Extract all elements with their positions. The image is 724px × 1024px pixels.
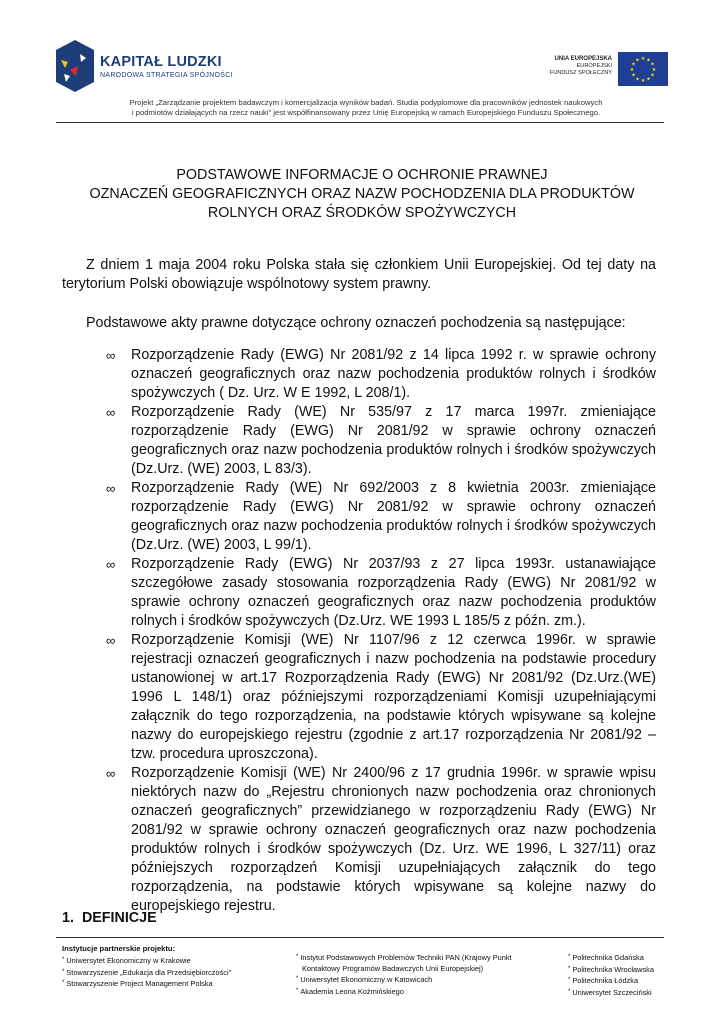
partner-name: Kontaktowy Programów Badawczych Unii Europejskiej) [302,963,484,973]
svg-text:★: ★ [635,57,640,64]
legal-act-text: Rozporządzenie Rady (EWG) Nr 2037/93 z 27 lipca 1993r. ustanawiające szczegółowe zasady stosowania rozporządzenia Rady (EWG) Nr 2081/92 w sprawie ochrony oznaczeń geograficznych oraz nazw pochodzenia produktów rolnych i środków spożywczych (Dz.Urz. WE 1993 L 185/5 z późn. zm.). [131,556,656,629]
svg-text:★: ★ [635,76,640,83]
partner-item [296,986,512,998]
logo-subtitle: NARODOWA STRATEGIA SPÓJNOŚCI [100,72,233,79]
partner-item [296,952,512,964]
asterisk-icon: * [568,965,571,972]
legal-act-text: Rozporządzenie Rady (EWG) Nr 2081/92 z 14 lipca 1992 r. w sprawie ochrony oznaczeń geograficznych oraz nazw pochodzenia produktów rolnych i środków spożywczych ( Dz. Urz. W E 1992, L 208/1). [131,347,656,401]
partner-name: Stowarzyszenie „Edukacja dla Przedsiębiorczości” [66,967,232,977]
partner-item [568,952,654,964]
svg-text:★: ★ [650,61,655,68]
partner-name: Politechnika Łódzka [572,976,639,985]
logo-title: KAPITAŁ LUDZKI [100,54,222,70]
asterisk-icon: * [296,987,299,994]
title-line1: PODSTAWOWE INFORMACJE O OCHRONIE PRAWNEJ [176,167,548,183]
eu-label-line1: UNIA EUROPEJSKA [554,56,612,62]
footer-divider [56,937,664,938]
partners-column-2 [296,952,512,997]
section-number: 1. [62,910,74,926]
partner-name: Uniwersytet Ekonomiczny w Krakowie [66,956,191,965]
partner-item [296,974,512,986]
partner-name: Politechnika Wrocławska [572,964,654,974]
legal-act-item [106,479,656,555]
project-note-line1: Projekt „Zarządzanie projektem badawczym i komercjalizacja wyników badań. Studia podyplomowe dla pracowników jednostek naukowych [129,98,603,107]
legal-act-item [106,631,656,764]
svg-text:★: ★ [651,67,657,73]
legal-act-item [106,346,656,403]
section-title: DEFINICJE [81,910,157,926]
asterisk-icon: * [296,976,299,982]
infinity-bullet-icon: ∞ [106,405,116,420]
project-note [106,98,626,118]
title-line2: OZNACZEŃ GEOGRAFICZNYCH ORAZ NAZW POCHODZENIA DLA PRODUKTÓW [89,186,635,202]
asterisk-icon: * [568,977,571,983]
eu-label-line3: FUNDUSZ SPOŁECZNY [549,70,612,76]
legal-act-item [106,555,656,631]
svg-text:★: ★ [640,56,646,62]
svg-text:★: ★ [646,76,651,83]
partner-item [568,975,654,987]
infinity-bullet-icon: ∞ [106,557,116,572]
eu-logo [548,52,668,88]
infinity-bullet-icon: ∞ [106,633,116,648]
legal-act-text: Rozporządzenie Komisji (WE) Nr 1107/96 z 12 czerwca 1996r. w sprawie rejestracji oznaczeń geograficznych i nazw pochodzenia na podstawie procedury ustanowionej w art.17 Rozporządzenia Rady (EWG) Nr 2081/92 (Dz.Urz.(WE) 1996 L 148/1) oraz późniejszymi rozporządzeniami Komisji uzupełniającymi załącznik do tego rozporządzenia, na podstawie których wpisywane są kolejne nazwy do europejskiego rejestru (zgodnie z art.17 rozporządzenia Nr 2081/92 – tzw. procedura uproszczona). [131,632,656,762]
svg-text:★: ★ [631,61,636,68]
partner-name: Uniwersytet Szczeciński [572,987,652,997]
svg-text:★: ★ [631,72,636,79]
legal-act-text: Rozporządzenie Komisji (WE) Nr 2400/96 z 17 grudnia 1996r. w sprawie wpisu niektórych nazw do „Rejestru chronionych nazw pochodzenia oraz chronionych oznaczeń geograficznych” przewidzianego w rozporządzeniu Rady (EWG) Nr 2081/92 w sprawie ochrony oznaczeń geograficznych oraz nazw pochodzenia produktów rolnych i środków spożywczych (Dz. Urz. WE 1996, L 327/11) oraz późniejszych rozporządzeń Komisji uzupełniających załącznik do tego rozporządzenia, na podstawie których wpisywane są kolejne nazwy do europejskiego rejestru. [131,765,656,914]
eu-label-line2: EUROPEJSKI [576,63,612,69]
asterisk-icon: * [296,954,299,960]
partner-item [62,967,231,979]
partner-item-continued [296,964,512,975]
partner-item [62,955,231,967]
document-title [56,166,668,223]
asterisk-icon: * [568,954,571,960]
partner-name: Politechnika Gdańska [572,953,644,962]
asterisk-icon: * [62,968,65,975]
partner-name: Instytut Podstawowych Problemów Techniki PAN (Krajowy Punkt [300,953,512,962]
partners-column-3 [568,952,654,998]
svg-text:★: ★ [640,78,646,84]
infinity-bullet-icon: ∞ [106,348,116,363]
legal-act-item [106,764,656,916]
partner-item [568,987,654,999]
section-heading-definitions [62,910,157,926]
kapital-ludzki-logo [56,40,233,92]
project-note-line2: i podmiotów działających na rzecz nauki” jest współfinansowany przez Unię Europejską w ramach Europejskiego Funduszu Społecznego. [131,108,601,117]
partner-item [62,978,231,990]
asterisk-icon: * [62,957,65,963]
legal-act-text: Rozporządzenie Rady (WE) Nr 692/2003 z 8 kwietnia 2003r. zmieniające rozporządzenie Rady (EWG) Nr 2081/92 w sprawie ochrony oznaczeń geograficznych oraz nazw pochodzenia produktów rolnych i środków spożywczych (Dz.Urz. (WE) 2003, L 99/1). [131,480,656,553]
partners-column-1 [62,955,231,990]
eu-flag-icon [618,52,668,86]
intro-paragraph: Z dniem 1 maja 2004 roku Polska stała się członkiem Unii Europejskiej. Od tej daty na terytorium Polski obowiązuje wspólnotowy system prawny. [62,257,656,292]
svg-text:★: ★ [629,67,635,73]
partners-label: Instytucje partnerskie projektu: [62,944,176,953]
partner-name: Uniwersytet Ekonomiczny w Katowicach [300,975,433,984]
asterisk-icon: * [62,980,65,986]
svg-text:★: ★ [646,57,651,64]
partner-item [568,964,654,976]
asterisk-icon: * [568,988,571,995]
partner-name: Akademia Leona Koźmińskiego [300,986,404,996]
infinity-bullet-icon: ∞ [106,766,116,781]
partner-name: Stowarzyszenie Project Management Polska [66,979,213,988]
legal-act-text: Rozporządzenie Rady (WE) Nr 535/97 z 17 marca 1997r. zmieniające rozporządzenie Rady (EWG) Nr 2081/92 w sprawie ochrony oznaczeń geograficznych oraz nazw pochodzenia produktów rolnych i środków spożywczych (Dz.Urz. (WE) 2003, L 83/3). [131,404,656,477]
title-line3: ROLNYCH ORAZ ŚRODKÓW SPOŻYWCZYCH [207,205,517,221]
kapital-ludzki-mark-icon [56,40,94,92]
svg-text:★: ★ [650,72,655,79]
legal-act-item [106,403,656,479]
acts-intro-paragraph: Podstawowe akty prawne dotyczące ochrony oznaczeń pochodzenia są następujące: [86,315,626,331]
header-divider [56,122,664,123]
infinity-bullet-icon: ∞ [106,481,116,496]
legal-acts-list [106,346,656,916]
eu-label [550,56,612,77]
